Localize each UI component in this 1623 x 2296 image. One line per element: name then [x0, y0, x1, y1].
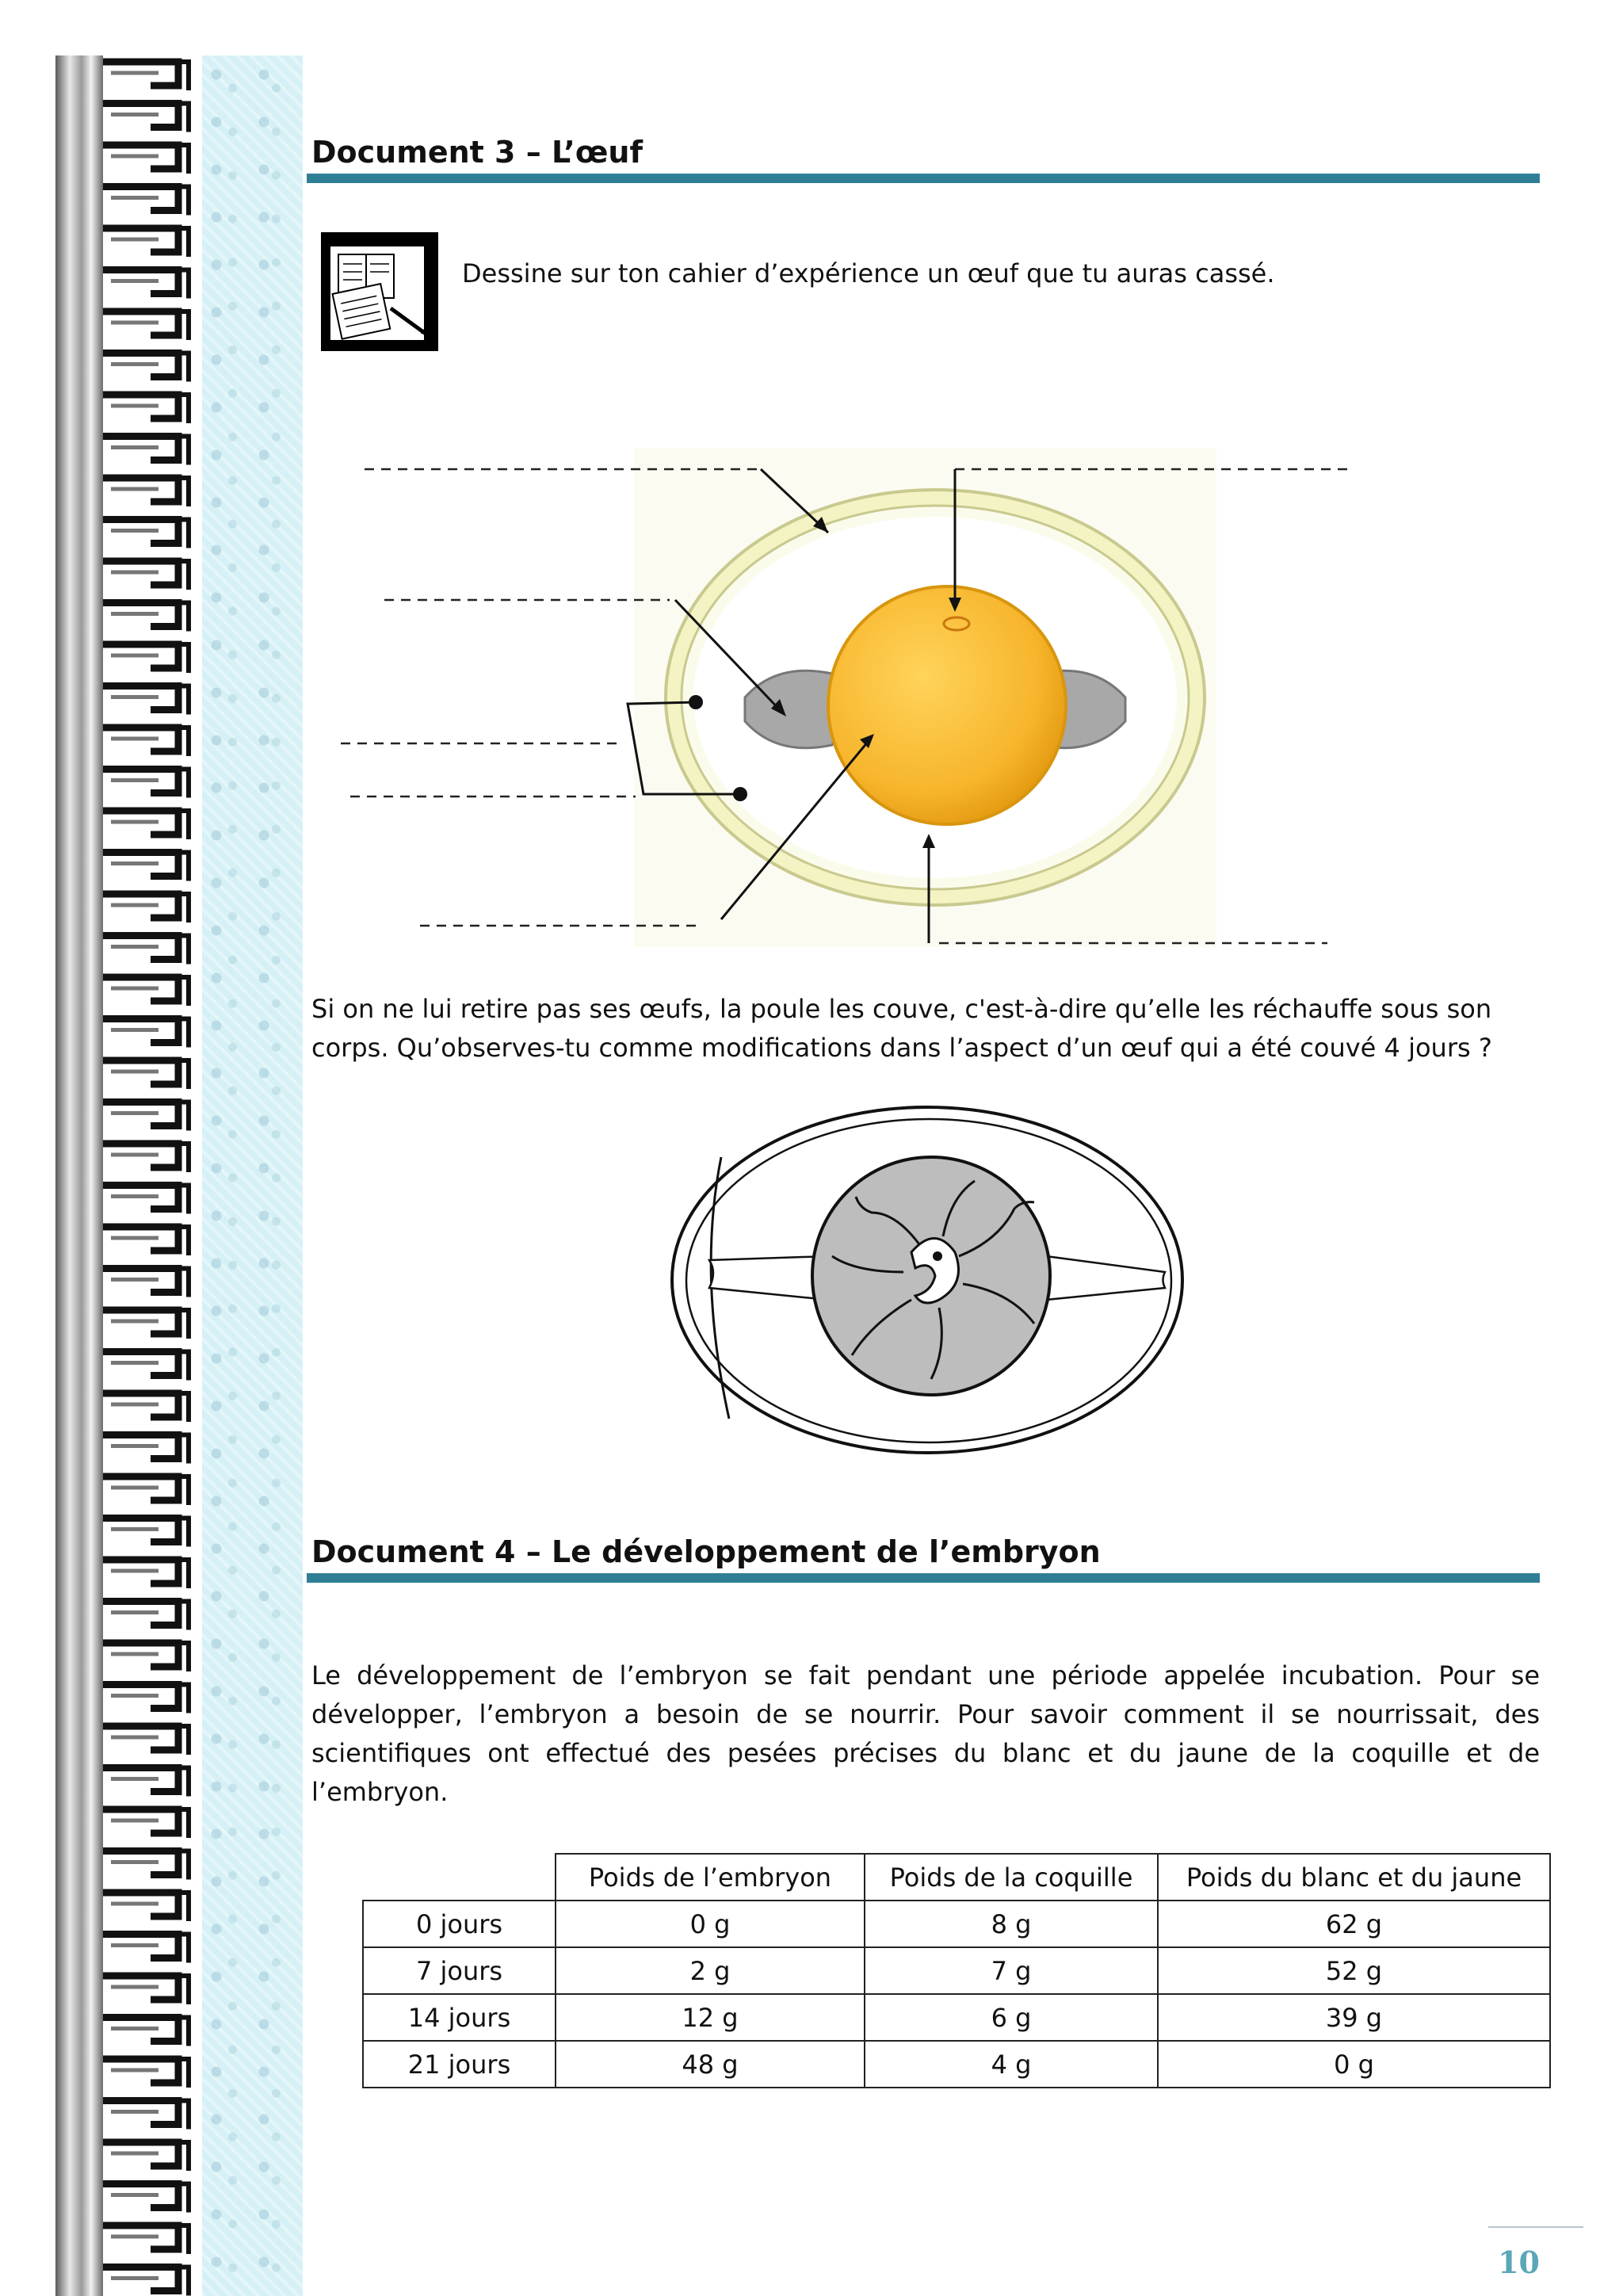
document3-heading: Document 3 – L’œuf — [311, 135, 643, 170]
table-cell-shell: 6 g — [865, 1994, 1158, 2041]
table-cell-white-yolk: 62 g — [1158, 1901, 1550, 1947]
table-cell-day: 0 jours — [363, 1901, 556, 1947]
table-row — [363, 1901, 1550, 1947]
table-row — [363, 1994, 1550, 2041]
table-cell-embryo: 0 g — [556, 1901, 865, 1947]
table-cell-embryo: 48 g — [556, 2041, 865, 2088]
document3-heading-rule — [307, 174, 1540, 183]
table-row — [363, 2041, 1550, 2088]
document4-heading: Document 4 – Le développement de l’embryon — [311, 1534, 1101, 1569]
table-header-shell: Poids de la coquille — [865, 1854, 1158, 1901]
table-cell-white-yolk: 0 g — [1158, 2041, 1550, 2088]
incubated-egg-drawing — [666, 1102, 1189, 1458]
binding-rings — [103, 55, 206, 2296]
table-header-row — [363, 1854, 1550, 1901]
table-cell-white-yolk: 52 g — [1158, 1947, 1550, 1994]
table-cell-day: 21 jours — [363, 2041, 556, 2088]
table-header-white-yolk: Poids du blanc et du jaune — [1158, 1854, 1550, 1901]
table-cell-shell: 8 g — [865, 1901, 1158, 1947]
table-cell-day: 7 jours — [363, 1947, 556, 1994]
egg-diagram — [333, 444, 1363, 951]
document3-question: Si on ne lui retire pas ses œufs, la poule les couve, c'est-à-dire qu’elle les réchauffe sous son corps. Qu’observes-tu comme modifications dans l’aspect d’un œuf qui a été couvé 4 jours ? — [311, 994, 1492, 1063]
table-row — [363, 1947, 1550, 1994]
table-cell-shell: 7 g — [865, 1947, 1158, 1994]
table-cell-embryo: 2 g — [556, 1947, 865, 1994]
embryo-eye — [933, 1251, 942, 1261]
table-cell-white-yolk: 39 g — [1158, 1994, 1550, 2041]
table-cell-day: 14 jours — [363, 1994, 556, 2041]
table-cell-embryo: 12 g — [556, 1994, 865, 2041]
binding-paper-pattern — [202, 55, 303, 2296]
table-cell-shell: 4 g — [865, 2041, 1158, 2088]
document3-instruction: Dessine sur ton cahier d’expérience un œuf que tu auras cassé. — [462, 258, 1275, 288]
egg-yolk — [828, 586, 1066, 824]
table-header-embryo: Poids de l’embryon — [556, 1854, 865, 1901]
page-number: 10 — [1498, 2244, 1540, 2280]
weights-table — [362, 1853, 1551, 2088]
yolk-drawing — [812, 1157, 1050, 1395]
notebook-pencil-icon — [321, 232, 438, 351]
page-number-rule — [1488, 2226, 1583, 2228]
document4-paragraph: Le développement de l’embryon se fait pendant une période appelée incubation. Pour se développer, l’embryon a besoin de se nourrir. Pour savoir comment il se nourrissait, des scientifiques ont effectué des pesées précises du blanc et du jaune de la coquille et de l’embryon. — [311, 1660, 1540, 1807]
binding-bar — [55, 55, 103, 2296]
spiral-binding — [55, 55, 303, 2296]
table-header-blank — [363, 1854, 556, 1901]
document4-heading-rule — [307, 1573, 1540, 1583]
